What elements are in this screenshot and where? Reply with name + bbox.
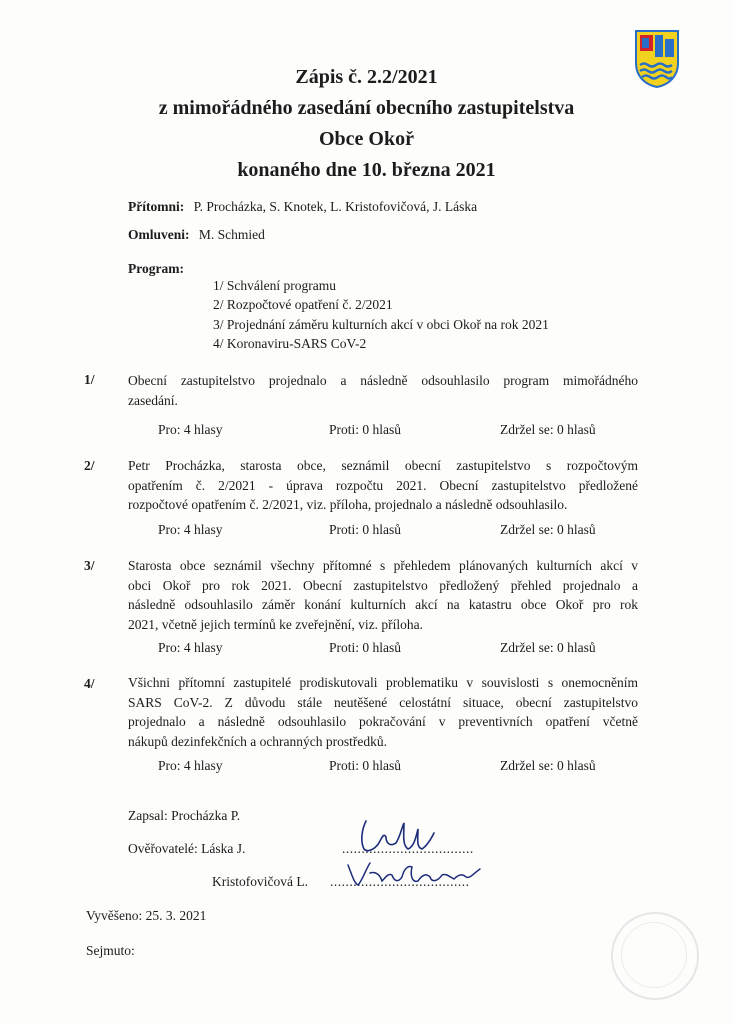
posted-date: Vyvěšeno: 25. 3. 2021 — [86, 908, 207, 923]
program-item: 3/ Projednání záměru kulturních akcí v obci Okoř na rok 2021 — [213, 317, 549, 332]
program-item: 2/ Rozpočtové opatření č. 2/2021 — [213, 297, 393, 312]
present-label: Přítomni: — [128, 199, 185, 214]
recorded-by: Zapsal: Procházka P. — [128, 808, 241, 823]
title-line-2: z mimořádného zasedání obecního zastupitelstva — [158, 97, 575, 119]
text-line: rozpočtové opatřením č. 2/2021, viz. příloha, projednalo a následně odsouhlasilo. — [128, 497, 568, 512]
section-number: 1/ — [84, 372, 95, 387]
text-line: projednalo a následně odsouhlasilo pokračování v preventivních opatření včetně — [128, 714, 638, 729]
text-line: následně odsouhlasilo záměr konání kulturních akcí na katastru obce Okoř pro rok — [128, 597, 638, 612]
signature-laska — [352, 815, 442, 857]
signature-line-1: .................................. — [342, 841, 474, 856]
signature-line-2: .................................... — [330, 874, 470, 889]
title-line-1: Zápis č. 2.2/2021 — [295, 66, 438, 88]
text-line: Všichni přítomní zastupitelé prodiskutovali problematiku v souvislosti s onemocněním — [128, 675, 638, 690]
vote-zdrzel: Zdržel se: 0 hlasů — [500, 640, 596, 655]
document-title — [0, 62, 733, 186]
section-text — [128, 556, 638, 634]
vote-pro: Pro: 4 hlasy — [158, 422, 223, 437]
vote-proti: Proti: 0 hlasů — [329, 758, 402, 773]
text-line: SARS CoV-2. Z důvodu stále neutěšené celostátní situace, obecní zastupitelstvo — [128, 694, 638, 710]
section-text — [128, 371, 638, 410]
removed-date: Sejmuto: — [86, 943, 135, 958]
text-line: Obecní zastupitelstvo projednalo a následně odsouhlasilo program mimořádného — [128, 373, 638, 388]
vote-proti: Proti: 0 hlasů — [329, 422, 402, 437]
text-line: 2021, včetně jejich termínů ke zveřejnění, viz. příloha. — [128, 616, 424, 632]
vote-pro: Pro: 4 hlasy — [158, 758, 223, 773]
section-number: 3/ — [84, 558, 95, 573]
excused-label: Omluveni: — [128, 227, 190, 242]
present-value: P. Procházka, S. Knotek, L. Kristofovičová, J. Láska — [193, 199, 478, 214]
text-line: opatřením č. 2/2021 - úprava rozpočtu 2021. Obecní zastupitelstvo předložené — [128, 477, 638, 493]
vote-pro: Pro: 4 hlasy — [158, 522, 223, 537]
title-line-3: Obce Okoř — [319, 128, 414, 150]
verifiers-label: Ověřovatelé: Láska J. — [128, 841, 246, 856]
text-line: obci Okoř pro rok 2021. Obecní zastupitelstvo předložený přehled projednalo a — [128, 577, 638, 593]
present-row — [128, 199, 477, 215]
verifier-2-name: Kristofovičová L. — [212, 874, 308, 889]
embossed-seal — [611, 912, 699, 1000]
title-line-4: konaného dne 10. března 2021 — [237, 159, 496, 181]
excused-row — [128, 227, 265, 243]
vote-zdrzel: Zdržel se: 0 hlasů — [500, 758, 596, 773]
section-text — [128, 673, 638, 751]
text-line: nákupů dezinfekčních a ochranných prostředků. — [128, 733, 388, 749]
vote-proti: Proti: 0 hlasů — [329, 640, 402, 655]
section-number: 4/ — [84, 676, 95, 691]
section-text — [128, 456, 638, 515]
vote-pro: Pro: 4 hlasy — [158, 640, 223, 655]
program-item: 4/ Koronaviru-SARS CoV-2 — [213, 336, 367, 351]
text-line: Petr Procházka, starosta obce, seznámil obecní zastupitelstvo s rozpočtovým — [128, 458, 638, 473]
vote-zdrzel: Zdržel se: 0 hlasů — [500, 522, 596, 537]
text-line: Starosta obce seznámil všechny přítomné s přehledem plánovaných kulturních akcí v — [128, 558, 638, 573]
text-line: zasedání. — [128, 392, 178, 408]
excused-value: M. Schmied — [198, 227, 265, 242]
program-label: Program: — [128, 261, 184, 276]
section-number: 2/ — [84, 458, 95, 473]
vote-zdrzel: Zdržel se: 0 hlasů — [500, 422, 596, 437]
vote-proti: Proti: 0 hlasů — [329, 522, 402, 537]
signature-kristofovicova — [342, 855, 492, 893]
program-item: 1/ Schválení programu — [213, 278, 336, 293]
